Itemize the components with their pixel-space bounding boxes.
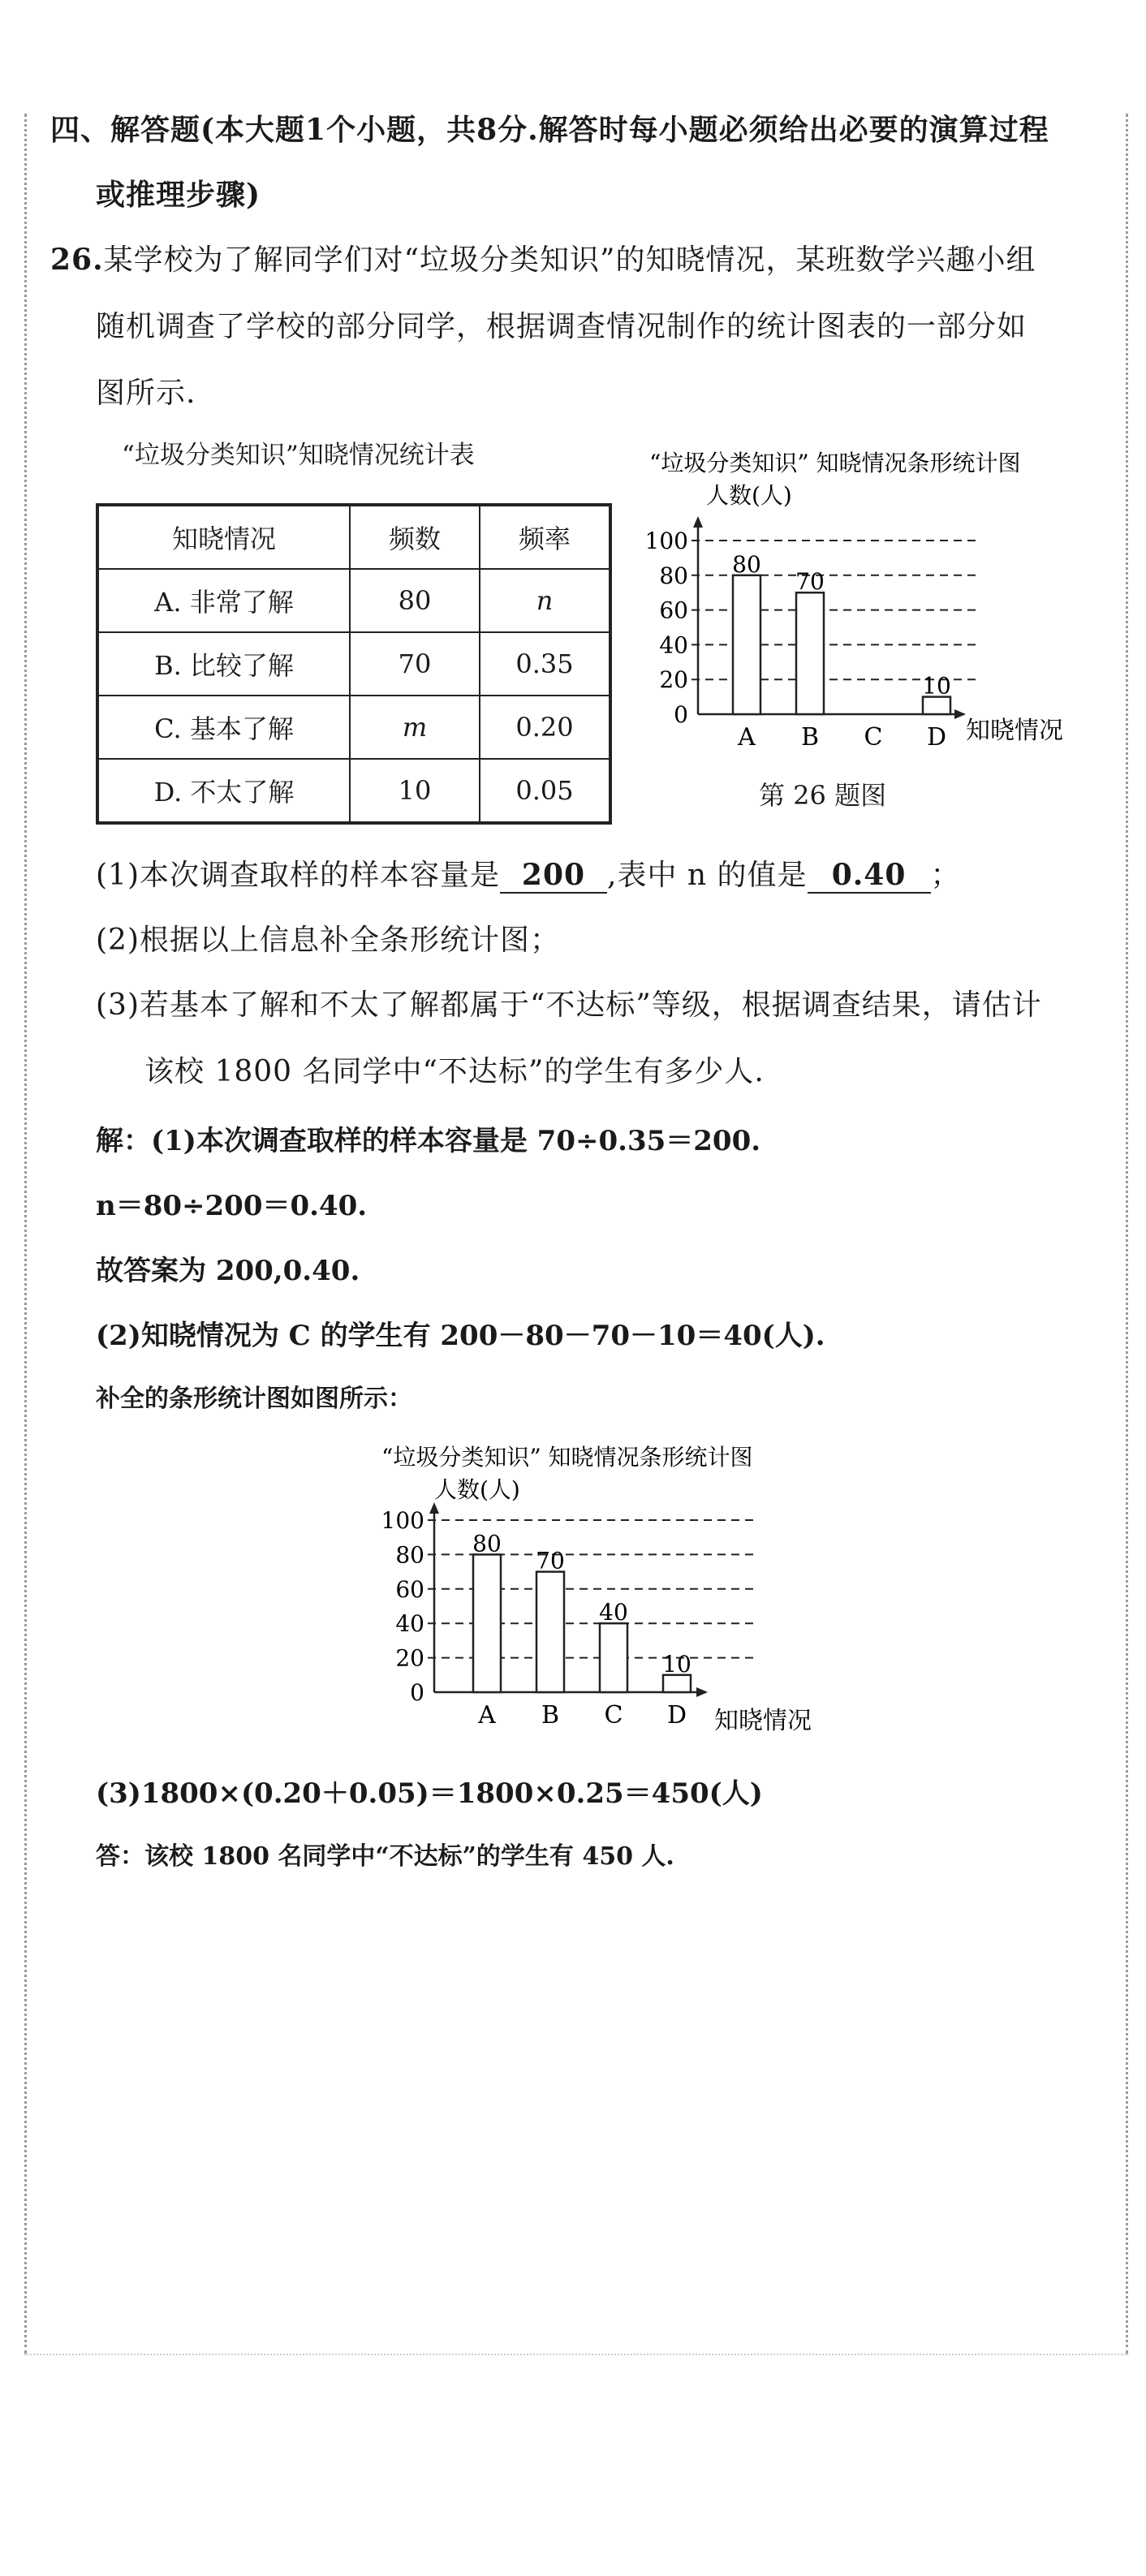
- question-line2: 随机调查了学校的部分同学，根据调查情况制作的统计图表的一部分如: [96, 310, 1028, 343]
- chart-xlabel: 知晓情况: [714, 1707, 812, 1735]
- bar: [663, 1675, 691, 1692]
- table-cell: D. 不太了解: [97, 759, 350, 823]
- bar: [796, 592, 824, 714]
- y-tick-label: 80: [659, 562, 688, 589]
- solution-line1: 解：(1)本次调查取样的样本容量是 70÷0.35＝200.: [96, 1125, 761, 1157]
- x-tick-label: D: [666, 1701, 687, 1730]
- y-tick-label: 0: [410, 1679, 424, 1706]
- chart-title: “垃圾分类知识” 知晓情况条形统计图: [381, 1444, 753, 1471]
- bar: [536, 1572, 564, 1692]
- y-axis-arrow-icon: [693, 516, 703, 528]
- table-cell: C. 基本了解: [97, 696, 350, 759]
- solution-line5: 补全的条形统计图如图所示：: [96, 1385, 412, 1413]
- x-axis-arrow-icon: [696, 1687, 708, 1697]
- solution-line2: n＝80÷200＝0.40.: [96, 1190, 368, 1222]
- figure-caption: 第 26 题图: [759, 780, 887, 811]
- y-tick-label: 60: [395, 1575, 424, 1603]
- table-cell: 70: [350, 632, 480, 696]
- solution-line4: (2)知晓情况为 C 的学生有 200－80－70－10＝40(人).: [96, 1320, 825, 1352]
- chart-ylabel: 人数(人): [434, 1476, 520, 1503]
- data-label: 70: [795, 568, 825, 596]
- solution-line6: (3)1800×(0.20＋0.05)＝1800×0.25＝450(人): [96, 1777, 763, 1810]
- chart-ylabel: 人数(人): [706, 482, 792, 509]
- y-tick-label: 80: [395, 1541, 424, 1569]
- question-number: 26.: [50, 243, 104, 277]
- x-tick-label: A: [738, 723, 756, 752]
- question-line3: 图所示.: [96, 377, 196, 410]
- part1-text-c: ；: [930, 859, 961, 892]
- x-tick-label: C: [604, 1701, 623, 1730]
- data-label: 40: [599, 1599, 628, 1626]
- table-row: [97, 696, 610, 759]
- part1-text-a: (1)本次调查取样的样本容量是: [96, 859, 500, 892]
- x-tick-label: D: [926, 723, 947, 752]
- data-label: 80: [732, 550, 761, 578]
- table-row: [97, 632, 610, 696]
- y-axis-arrow-icon: [429, 1502, 439, 1514]
- bottom-rule: [24, 2354, 1128, 2355]
- question-text1: 某学校为了解同学们对“垃圾分类知识”的知晓情况，某班数学兴趣小组: [103, 243, 1036, 277]
- x-axis-arrow-icon: [954, 709, 966, 719]
- x-tick-label: C: [864, 723, 883, 752]
- part1-answer-sample-size: 200: [500, 858, 607, 894]
- solution-line3: 故答案为 200,0.40.: [96, 1255, 360, 1287]
- bar: [923, 697, 950, 714]
- table-header-row: [97, 505, 610, 569]
- part3-line1: (3)若基本了解和不太了解都属于“不达标”等级，根据调查结果，请估计: [96, 989, 1042, 1022]
- table-title: “垃圾分类知识”知晓情况统计表: [122, 441, 475, 470]
- chart-title: “垃圾分类知识” 知晓情况条形统计图: [649, 450, 1021, 476]
- left-margin-rule: [24, 114, 27, 2354]
- data-label: 80: [472, 1530, 502, 1557]
- table-row: [97, 759, 610, 823]
- y-tick-label: 40: [659, 631, 688, 659]
- right-margin-rule: [1126, 114, 1128, 2354]
- table-cell: m: [350, 696, 480, 759]
- solution-line7: 答：该校 1800 名同学中“不达标”的学生有 450 人.: [96, 1842, 674, 1871]
- bar: [600, 1623, 627, 1692]
- y-tick-label: 60: [659, 597, 688, 624]
- section-heading-line1: 四、解答题(本大题1个小题，共8分.解答时每小题必须给出必要的演算过程: [50, 113, 1049, 147]
- part2-line: (2)根据以上信息补全条形统计图；: [96, 924, 560, 957]
- table-cell: 0.05: [480, 759, 610, 823]
- data-label: 10: [662, 1650, 691, 1678]
- table-cell: 0.20: [480, 696, 610, 759]
- y-tick-label: 40: [395, 1610, 424, 1638]
- table-header-cell: 知晓情况: [97, 505, 350, 569]
- bar-chart-question: [633, 438, 1104, 763]
- y-tick-label: 20: [395, 1644, 424, 1672]
- y-tick-label: 100: [381, 1507, 424, 1534]
- table-cell: 10: [350, 759, 480, 823]
- question-line1: [50, 237, 1036, 278]
- bar-chart-solution: [357, 1437, 860, 1745]
- section-heading-line2: 或推理步骤): [96, 178, 261, 212]
- y-tick-label: 0: [674, 701, 688, 728]
- data-label: 70: [536, 1547, 565, 1574]
- x-tick-label: B: [800, 723, 820, 752]
- table-header-cell: 频数: [350, 505, 480, 569]
- part1-text-b: ,表中 n 的值是: [607, 859, 808, 892]
- bar: [473, 1554, 501, 1692]
- x-tick-label: A: [478, 1701, 496, 1730]
- y-tick-label: 100: [644, 528, 688, 554]
- table-cell: B. 比较了解: [97, 632, 350, 696]
- y-tick-label: 20: [659, 666, 688, 694]
- table-cell: 80: [350, 569, 480, 632]
- table-cell: 0.35: [480, 632, 610, 696]
- part3-line2: 该校 1800 名同学中“不达标”的学生有多少人.: [144, 1055, 765, 1088]
- frequency-table: [96, 503, 612, 825]
- table-cell: n: [480, 569, 610, 632]
- bar: [733, 575, 760, 714]
- table-row: [97, 569, 610, 632]
- x-tick-label: B: [541, 1701, 560, 1730]
- part1-line: [96, 852, 961, 894]
- data-label: 10: [922, 672, 951, 700]
- table-cell: A. 非常了解: [97, 569, 350, 632]
- table-header-cell: 频率: [480, 505, 610, 569]
- part1-answer-n: 0.40: [808, 858, 931, 894]
- chart-xlabel: 知晓情况: [966, 717, 1063, 745]
